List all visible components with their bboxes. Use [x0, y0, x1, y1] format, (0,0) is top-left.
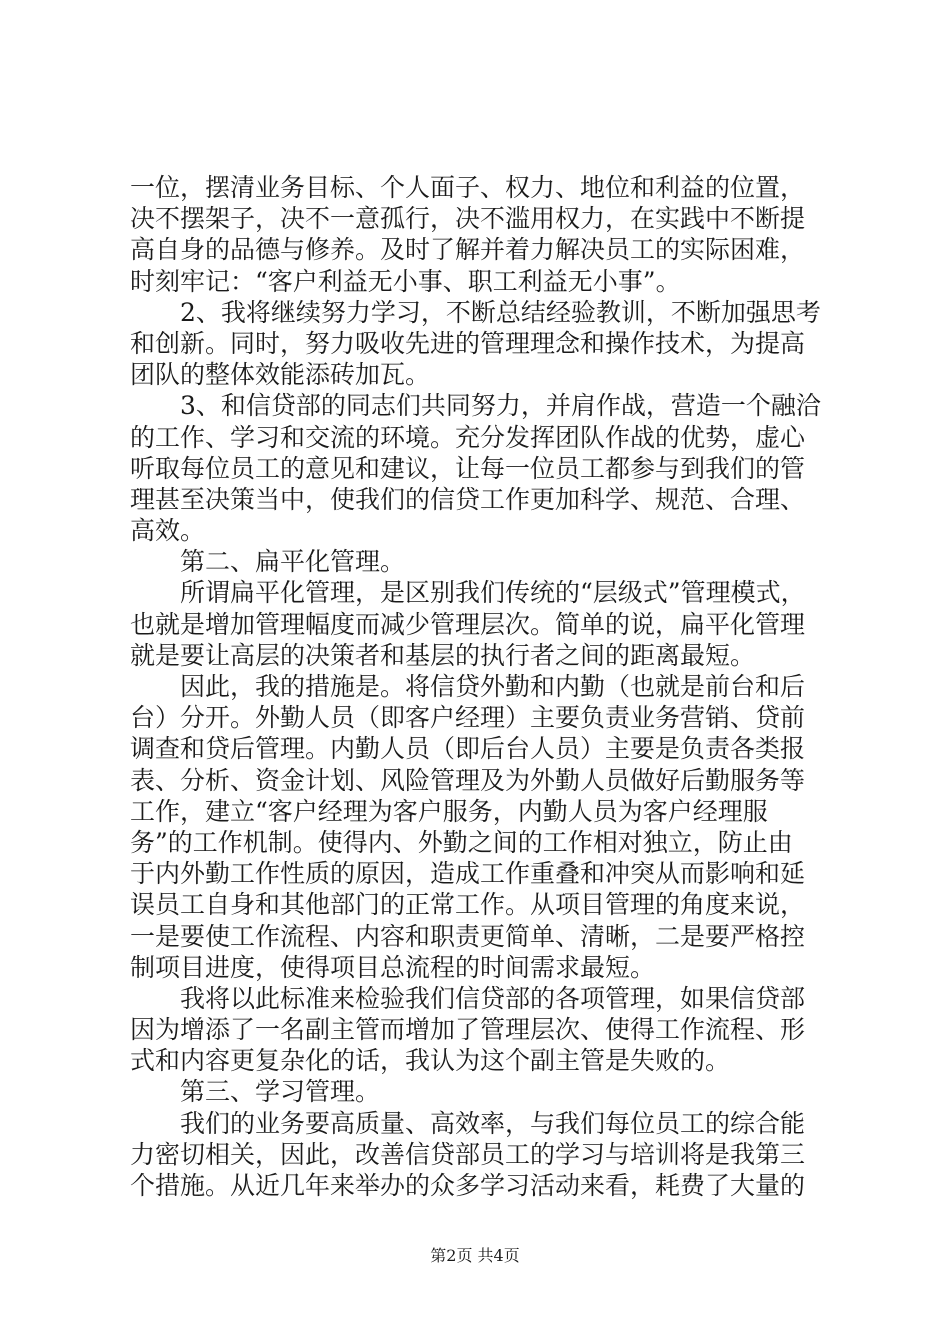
text-line: 高自身的品德与修养。及时了解并着力解决员工的实际困难， — [130, 235, 806, 265]
text-line: 也就是增加管理幅度而减少管理层次。简单的说，扁平化管理 — [130, 609, 806, 639]
text-line: 于内外勤工作性质的原因，造成工作重叠和冲突从而影响和延 — [130, 859, 806, 889]
text-line: 高效。 — [130, 516, 206, 546]
text-line: 台）分开。外勤人员（即客户经理）主要负责业务营销、贷前 — [130, 703, 806, 733]
text-line: 第二、扁平化管理。 — [180, 547, 406, 577]
text-line: 我将以此标准来检验我们信贷部的各项管理，如果信贷部 — [180, 983, 806, 1013]
text-line: 工作，建立“客户经理为客户服务，内勤人员为客户经理服 — [130, 796, 768, 826]
text-line: 所谓扁平化管理，是区别我们传统的“层级式”管理模式， — [180, 578, 806, 608]
text-line: 理甚至决策当中，使我们的信贷工作更加科学、规范、合理、 — [130, 484, 806, 514]
text-line: 式和内容更复杂化的话，我认为这个副主管是失败的。 — [130, 1046, 731, 1076]
text-line: 力密切相关，因此，改善信贷部员工的学习与培训将是我第三 — [130, 1139, 806, 1169]
text-line: 时刻牢记：“客户利益无小事、职工利益无小事”。 — [130, 266, 681, 296]
text-line: 团队的整体效能添砖加瓦。 — [130, 360, 431, 390]
text-line: 因此，我的措施是。将信贷外勤和内勤（也就是前台和后 — [180, 672, 806, 701]
text-line: 因为增添了一名副主管而增加了管理层次、使得工作流程、形 — [130, 1015, 806, 1045]
text-line: 制项目进度，使得项目总流程的时间需求最短。 — [130, 952, 656, 982]
text-line: 第三、学习管理。 — [180, 1077, 381, 1107]
text-line: 一位，摆清业务目标、个人面子、权力、地位和利益的位置， — [130, 173, 806, 202]
text-line: 2、我将继续努力学习，不断总结经验教训，不断加强思考 — [180, 297, 821, 327]
page-number-label: 第2页 共4页 — [430, 1246, 520, 1265]
page-footer — [0, 1246, 950, 1266]
text-line: 听取每位员工的意见和建议，让每一位员工都参与到我们的管 — [130, 453, 806, 483]
document-body — [130, 172, 830, 1201]
text-line: 3、和信贷部的同志们共同努力，并肩作战，营造一个融洽 — [180, 391, 821, 421]
text-line: 个措施。从近几年来举办的众多学习活动来看，耗费了大量的 — [130, 1171, 806, 1200]
text-line: 误员工自身和其他部门的正常工作。从项目管理的角度来说， — [130, 890, 806, 920]
text-line: 决不摆架子，决不一意孤行，决不滥用权力，在实践中不断提 — [130, 204, 806, 234]
text-line: 一是要使工作流程、内容和职责更简单、清晰，二是要严格控 — [130, 921, 806, 951]
text-line: 就是要让高层的决策者和基层的执行者之间的距离最短。 — [130, 640, 756, 670]
text-line: 我们的业务要高质量、高效率，与我们每位员工的综合能 — [180, 1108, 806, 1138]
text-line: 调查和贷后管理。内勤人员（即后台人员）主要是负责各类报 — [130, 734, 806, 764]
text-line: 的工作、学习和交流的环境。充分发挥团队作战的优势，虚心 — [130, 422, 806, 452]
text-line: 表、分析、资金计划、风险管理及为外勤人员做好后勤服务等 — [130, 765, 806, 795]
text-line: 务”的工作机制。使得内、外勤之间的工作相对独立，防止由 — [130, 827, 793, 857]
text-line: 和创新。同时，努力吸收先进的管理理念和操作技术，为提高 — [130, 328, 806, 358]
